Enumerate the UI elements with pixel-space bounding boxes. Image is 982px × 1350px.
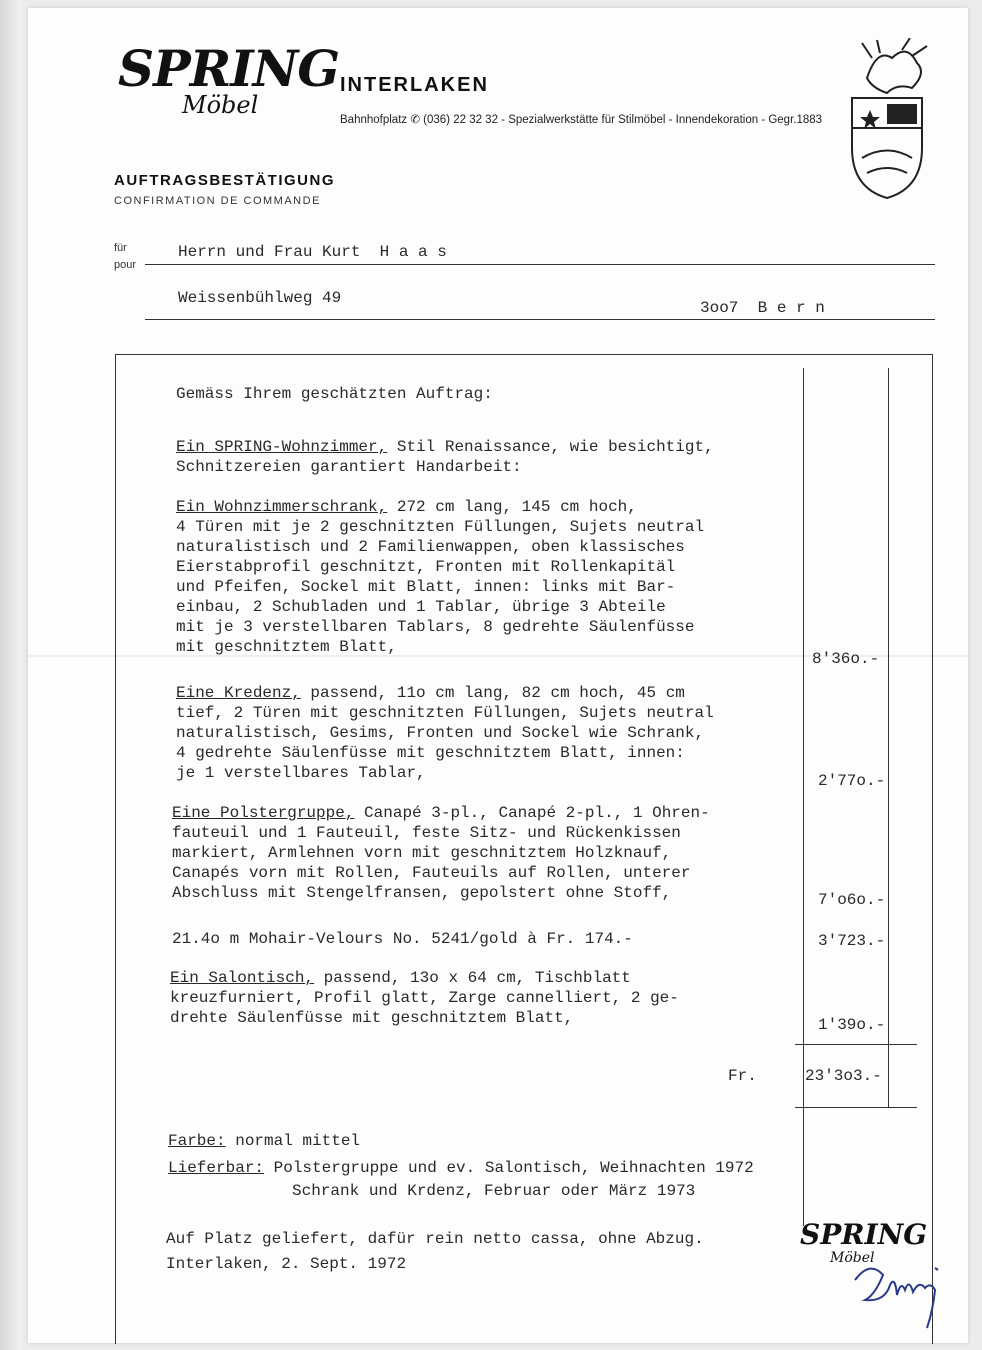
letterhead-city: INTERLAKEN	[340, 74, 489, 96]
header-line-1	[176, 437, 714, 457]
item-5-first-line	[170, 968, 631, 988]
item-1-line: und Pfeifen, Sockel mit Blatt, innen: links mit Bar-	[176, 578, 676, 596]
brand-logo-sub: Möbel	[182, 91, 259, 119]
item-2-line: tief, 2 Türen mit geschnitzten Füllungen, Sujets neutral	[176, 704, 714, 722]
recipient-rule-1	[145, 264, 935, 265]
doc-title: AUFTRAGSBESTÄTIGUNG	[114, 172, 335, 189]
item-1-line: mit geschnitztem Blatt,	[176, 638, 397, 656]
lieferbar-label: Lieferbar:	[168, 1159, 265, 1177]
letterhead-address: Bahnhofplatz ✆ (036) 22 32 32 - Spezialwerkstätte für Stilmöbel - Innendekoration - Gegr.1883	[340, 114, 823, 126]
item-3-line: markiert, Armlehnen vorn mit geschnitztem Holzknauf,	[172, 844, 672, 862]
item-3-first-line	[172, 803, 710, 823]
farbe-label: Farbe:	[168, 1132, 226, 1150]
coat-of-arms-icon	[832, 38, 942, 203]
doc-subtitle: CONFIRMATION DE COMMANDE	[114, 195, 321, 207]
item-1-first-line	[176, 497, 637, 517]
header-rest: Stil Renaissance, wie besichtigt,	[387, 438, 714, 456]
item-3-line: Abschluss mit Stengelfransen, gepolstert ohne Stoff,	[172, 884, 672, 902]
item-2-amount: 2'77o.-	[818, 772, 886, 790]
item-5-line: kreuzfurniert, Profil glatt, Zarge cannelliert, 2 ge-	[170, 989, 679, 1007]
item-3-line: Canapés vorn mit Rollen, Fauteuils auf Rollen, unterer	[172, 864, 691, 882]
farbe-line	[168, 1131, 360, 1151]
item-1-line: einbau, 2 Schubladen und 1 Tablar, übrige 3 Abteile	[176, 598, 666, 616]
item-5-title: Ein Salontisch,	[170, 969, 315, 987]
item-3-amount: 7'o6o.-	[818, 891, 886, 909]
item-2-line: 4 gedrehte Säulenfüsse mit geschnitztem Blatt, innen:	[176, 744, 685, 762]
header-title: Ein SPRING-Wohnzimmer,	[176, 438, 388, 456]
item-2-first-line	[176, 683, 685, 703]
item-3-title: Eine Polstergruppe,	[172, 804, 355, 822]
recipient-label-fr: pour	[114, 259, 137, 271]
recipient-city: 3oo7 B e r n	[700, 299, 825, 317]
item-1-first-rest: 272 cm lang, 145 cm hoch,	[387, 498, 637, 516]
item-3-line: fauteuil und 1 Fauteuil, feste Sitz- und Rückenkissen	[172, 824, 681, 842]
item-1-line: Eierstabprofil geschnitzt, Fronten mit Rollenkapitäl	[176, 558, 676, 576]
stamp-sub: Möbel	[830, 1250, 875, 1266]
recipient-label-de: für	[114, 242, 127, 254]
handwritten-signature	[835, 1240, 955, 1335]
total-rule-top	[795, 1044, 917, 1045]
item-5-line: drehte Säulenfüsse mit geschnitztem Blatt,	[170, 1009, 574, 1027]
total-label: Fr.	[728, 1067, 757, 1085]
item-5-amount: 1'39o.-	[818, 1016, 886, 1034]
item-5-first-rest: passend, 13o x 64 cm, Tischblatt	[314, 969, 631, 987]
item-2-line: naturalistisch, Gesims, Fronten und Sockel wie Schrank,	[176, 724, 705, 742]
recipient-street: Weissenbühlweg 49	[178, 289, 342, 307]
lieferbar-value: Polstergruppe und ev. Salontisch, Weihnachten 1972	[264, 1159, 754, 1177]
frame-right	[932, 354, 933, 1344]
place-date: Interlaken, 2. Sept. 1972	[166, 1255, 407, 1273]
farbe-value: normal mittel	[225, 1132, 361, 1150]
amount-column-left	[803, 368, 804, 1226]
recipient-name: Herrn und Frau Kurt H a a s	[178, 243, 447, 261]
total-rule-bottom	[795, 1107, 917, 1108]
lieferbar-line-1	[168, 1158, 754, 1178]
item-1-amount: 8'36o.-	[812, 650, 880, 668]
stamp-brand: SPRING	[800, 1218, 928, 1251]
intro-text: Gemäss Ihrem geschätzten Auftrag:	[176, 385, 493, 403]
item-2-first-rest: passend, 11o cm lang, 82 cm hoch, 45 cm	[300, 684, 685, 702]
item-4-amount: 3'723.-	[818, 932, 886, 950]
brand-logo: SPRING	[118, 39, 340, 98]
amount-column-right	[888, 368, 889, 1108]
item-4-line: 21.4o m Mohair-Velours No. 5241/gold à Fr. 174.-	[172, 930, 633, 948]
item-1-line: 4 Türen mit je 2 geschnitzten Füllungen, Sujets neutral	[176, 518, 705, 536]
frame-top	[115, 354, 933, 355]
frame-left	[115, 354, 116, 1344]
item-2-line: je 1 verstellbares Tablar,	[176, 764, 426, 782]
total-amount: 23'3o3.-	[805, 1067, 882, 1085]
payment-terms: Auf Platz geliefert, dafür rein netto cassa, ohne Abzug.	[166, 1230, 704, 1248]
item-1-line: mit je 3 verstellbaren Tablars, 8 gedrehte Säulenfüsse	[176, 618, 695, 636]
item-1-title: Ein Wohnzimmerschrank,	[176, 498, 388, 516]
sleeve-edge	[0, 0, 22, 1350]
item-1-line: naturalistisch und 2 Familienwappen, oben klassisches	[176, 538, 685, 556]
header-line-2: Schnitzereien garantiert Handarbeit:	[176, 458, 522, 476]
item-2-title: Eine Kredenz,	[176, 684, 301, 702]
item-3-first-rest: Canapé 3-pl., Canapé 2-pl., 1 Ohren-	[354, 804, 710, 822]
lieferbar-line-2: Schrank und Krdenz, Februar oder März 1973	[292, 1182, 696, 1200]
recipient-rule-2	[145, 319, 935, 320]
